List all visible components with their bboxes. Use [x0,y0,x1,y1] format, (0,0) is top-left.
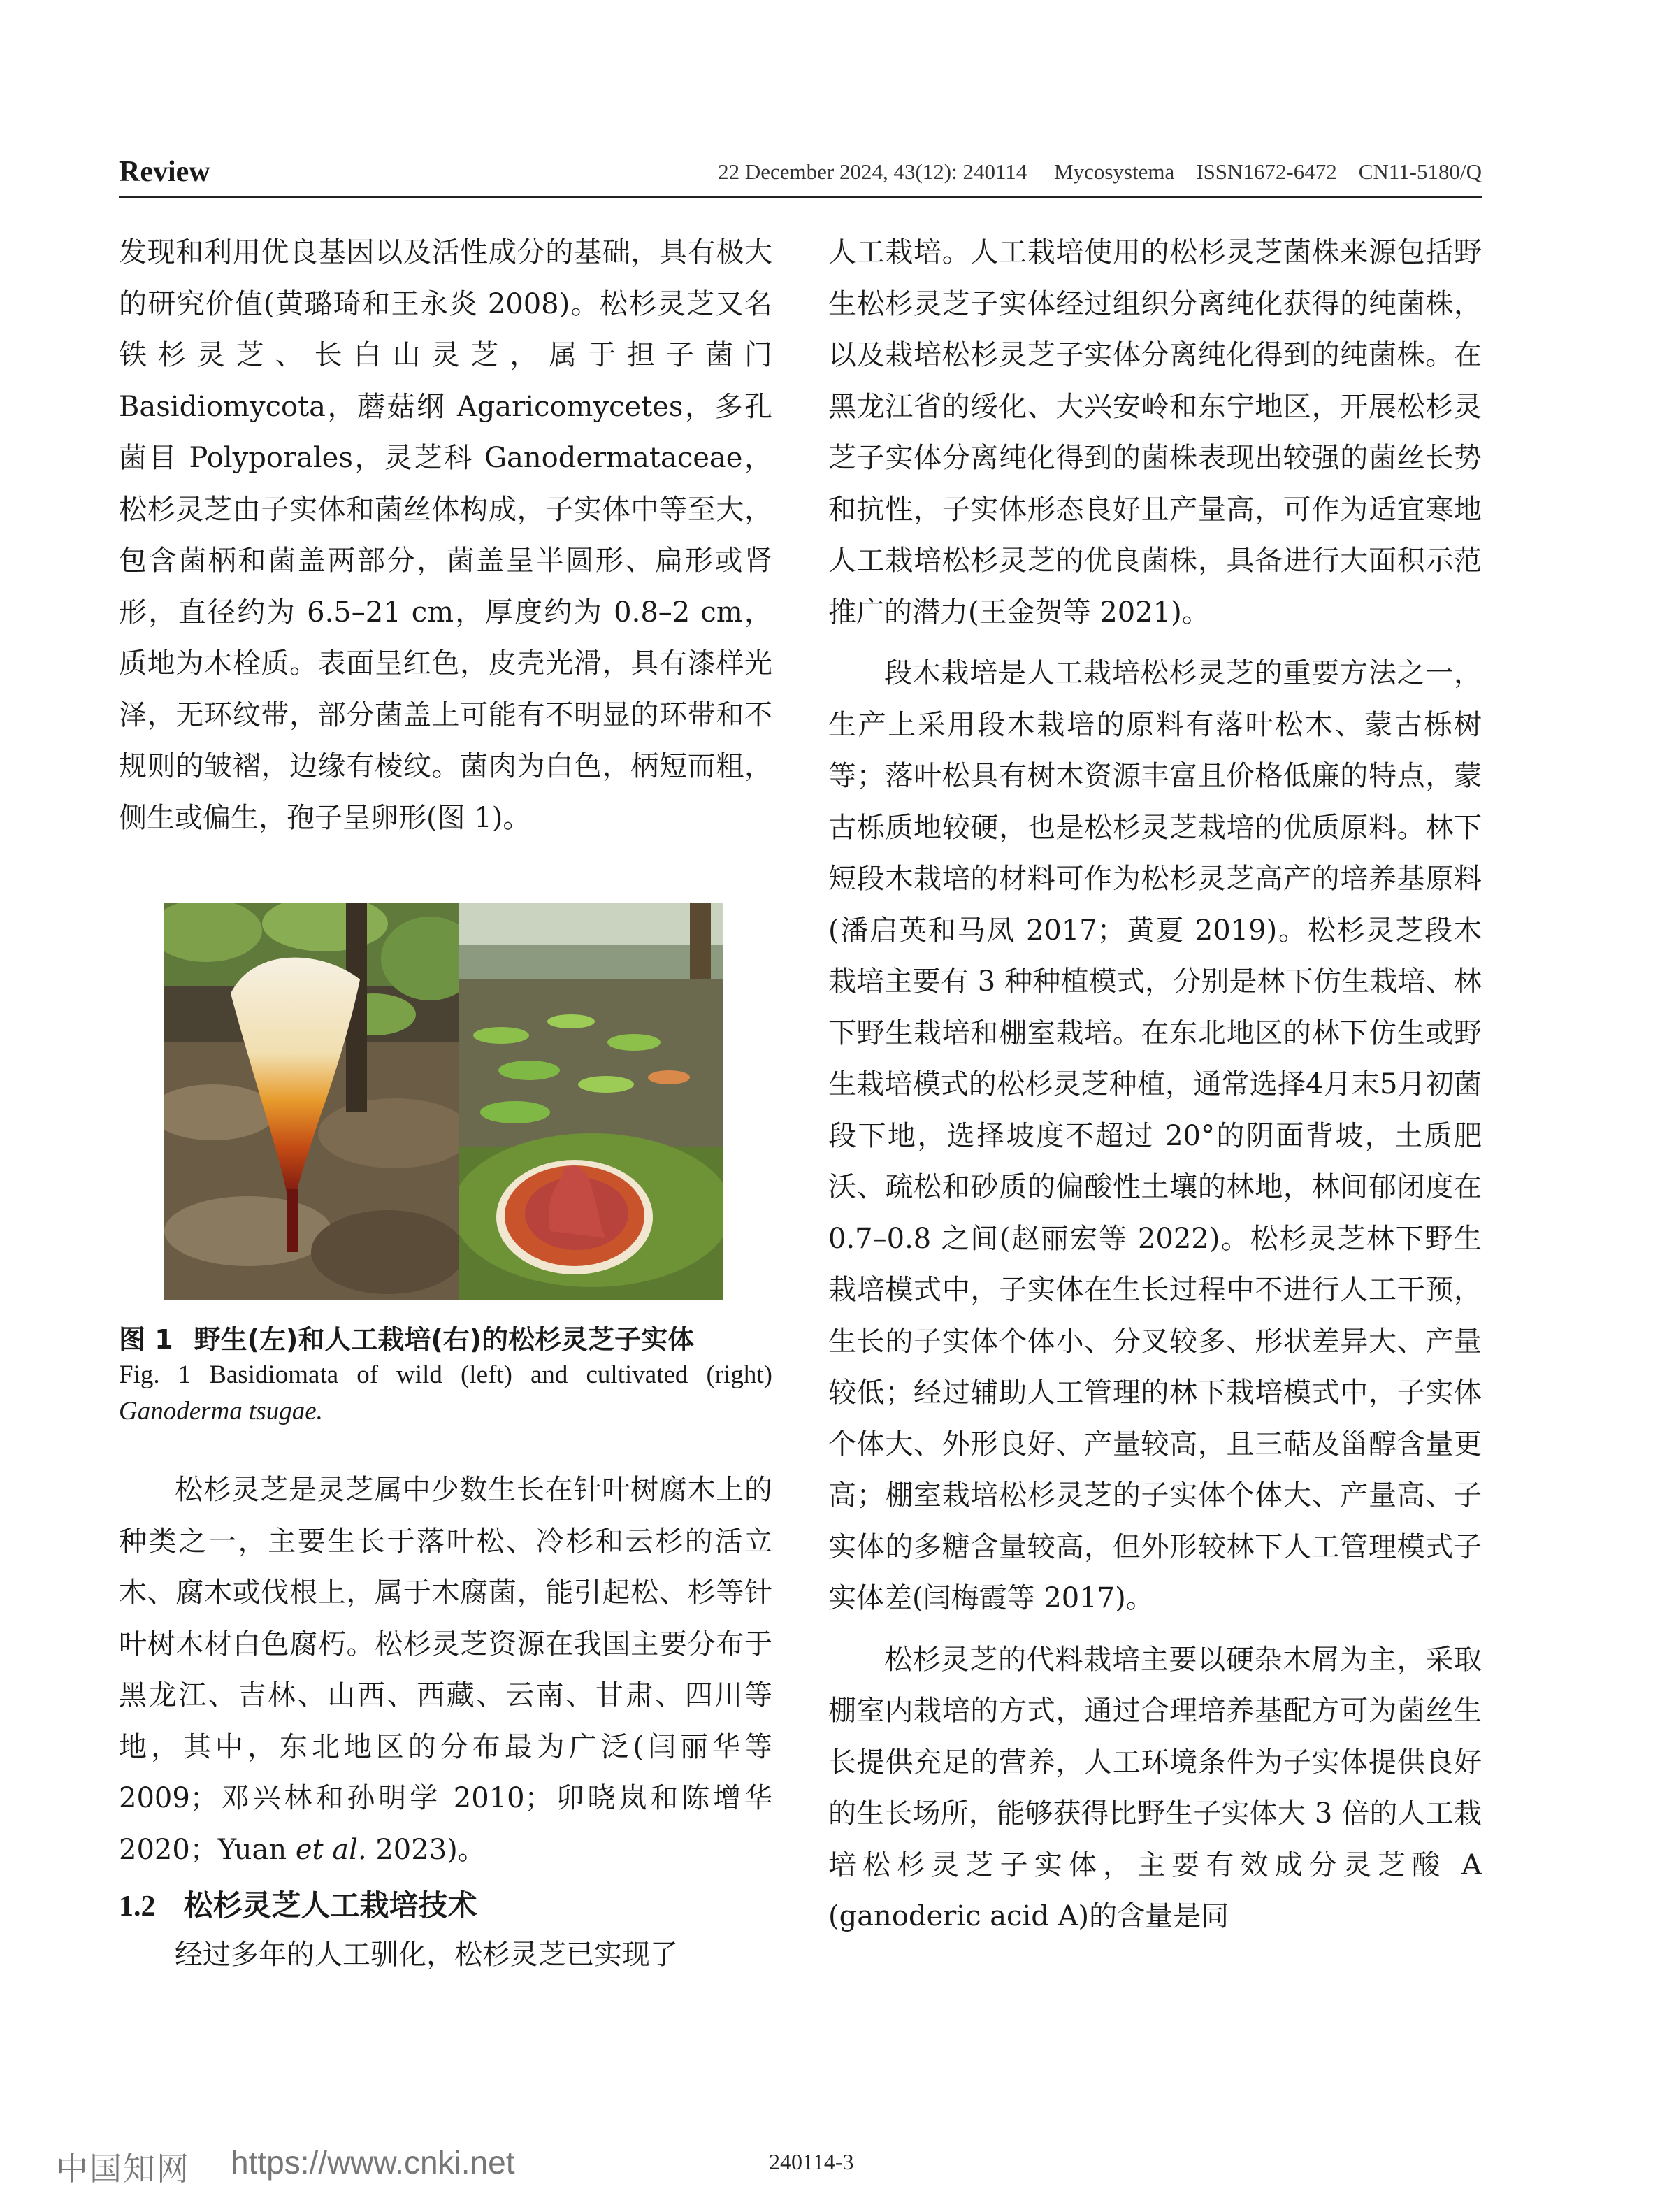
section-number: 1.2 [119,1890,156,1923]
figure-1 [119,903,772,1300]
cultivated-mushroom-photo [459,903,723,1300]
right-paragraph-3: 松杉灵芝的代料栽培主要以硬杂木屑为主，采取棚室内栽培的方式，通过合理培养基配方可为菌丝生长提供充足的营养，人工环境条件为子实体提供良好的生长场所，能够获得比野生子实体大 3 倍的人工栽培松杉灵芝子实体，主要有效成分灵芝酸 A (ganoderic acid A)的含量是同 [828,1643,1482,1932]
figure-number-cn: 图 1 [119,1324,173,1355]
left-paragraph-2-end: 2023)。 [366,1833,486,1866]
right-column [828,227,1482,1943]
section-heading [119,1883,772,1930]
journal-meta: 22 December 2024, 43(12): 240114 Mycosystema ISSN1672-6472 CN11-5180/Q [718,159,1482,184]
left-paragraph-2-text: 松杉灵芝是灵芝属中少数生长在针叶树腐木上的种类之一，主要生长于落叶松、冷杉和云杉的活立木、腐木或伐根上，属于木腐菌，能引起松、杉等针叶树木材白色腐朽。松杉灵芝资源在我国主要分布于黑龙江、吉林、山西、西藏、云南、甘肃、四川等地，其中，东北地区的分布最为广泛(闫丽华等 2009；邓兴林和孙明学 2010；卯晓岚和陈增华 2020；Yuan [119,1474,772,1866]
left-paragraph-3: 经过多年的人工驯化，松杉灵芝已实现了 [175,1939,678,1971]
figure-caption-cn [119,1322,772,1357]
page-number: 240114-3 [769,2149,854,2174]
article-type-label: Review [119,156,210,188]
figure-title-cn: 野生(左)和人工栽培(右)的松杉灵芝子实体 [194,1324,695,1355]
wild-mushroom-photo [164,903,459,1300]
cnki-url: https://www.cnki.net [231,2144,515,2181]
right-paragraph-1: 人工栽培。人工栽培使用的松杉灵芝菌株来源包括野生松杉灵芝子实体经过组织分离纯化获得的纯菌株，以及栽培松杉灵芝子实体分离纯化得到的纯菌株。在黑龙江省的绥化、大兴安岭和东宁地区，开展松杉灵芝子实体分离纯化得到的菌株表现出较强的菌丝长势和抗性，子实体形态良好且产量高，可作为适宜寒地人工栽培松杉灵芝的优良菌株，具备进行大面积示范推广的潜力(王金贺等 2021)。 [828,236,1482,629]
page-footer [56,2143,1594,2188]
figure-caption-en [119,1357,772,1430]
left-paragraph-2 [119,1465,772,1876]
section-title: 松杉灵芝人工栽培技术 [183,1888,477,1923]
left-paragraph-1: 发现和利用优良基因以及活性成分的基础，具有极大的研究价值(黄璐琦和王永炎 2008)。松杉灵芝又名铁杉灵芝、长白山灵芝，属于担子菌门 Basidiomycota，蘑菇纲 Agaricomycetes，多孔菌目 Polyporales，灵芝科 Ganodermataceae，松杉灵芝由子实体和菌丝体构成，子实体中等至大，包含菌柄和菌盖两部分，菌盖呈半圆形、扁形或肾形，直径约为 6.5–21 cm，厚度约为 0.8–2 cm，质地为木栓质。表面呈红色，皮壳光滑，具有漆样光泽，无环纹带，部分菌盖上可能有不明显的环带和不规则的皱褶，边缘有棱纹。菌肉为白色，柄短而粗，侧生或偏生，孢子呈卵形(图 1)。 [119,236,772,834]
right-paragraph-2: 段木栽培是人工栽培松杉灵芝的重要方法之一，生产上采用段木栽培的原料有落叶松木、蒙古栎树等；落叶松具有树木资源丰富且价格低廉的特点，蒙古栎质地较硬，也是松杉灵芝栽培的优质原料。林下短段木栽培的材料可作为松杉灵芝高产的培养基原料(潘启英和马凤 2017；黄夏 2019)。松杉灵芝段木栽培主要有 3 种种植模式，分别是林下仿生栽培、林下野生栽培和棚室栽培。在东北地区的林下仿生或野生栽培模式的松杉灵芝种植，通常选择4月末5月初菌段下地，选择坡度不超过 20°的阴面背坡，土质肥沃、疏松和砂质的偏酸性土壤的林地，林间郁闭度在 0.7–0.8 之间(赵丽宏等 2022)。松杉灵芝林下野生栽培模式中，子实体在生长过程中不进行人工干预，生长的子实体个体小、分叉较多、形状差异大、产量较低；经过辅助人工管理的林下栽培模式中，子实体个体大、外形良好、产量较高，且三萜及甾醇含量更高；棚室栽培松杉灵芝的子实体个体大、产量高、子实体的多糖含量较高，但外形较林下人工管理模式子实体差(闫梅霞等 2017)。 [828,657,1482,1614]
running-header [119,155,1482,198]
left-column [119,227,772,1981]
species-name: Ganoderma tsugae. [119,1397,323,1425]
figure-number-en: Fig. 1 [119,1360,192,1389]
cnki-watermark: 中国知网 [56,2150,190,2188]
figure-title-en: Basidiomata of wild (left) and cultivated (right) [209,1360,772,1389]
et-al: et al. [295,1833,367,1866]
